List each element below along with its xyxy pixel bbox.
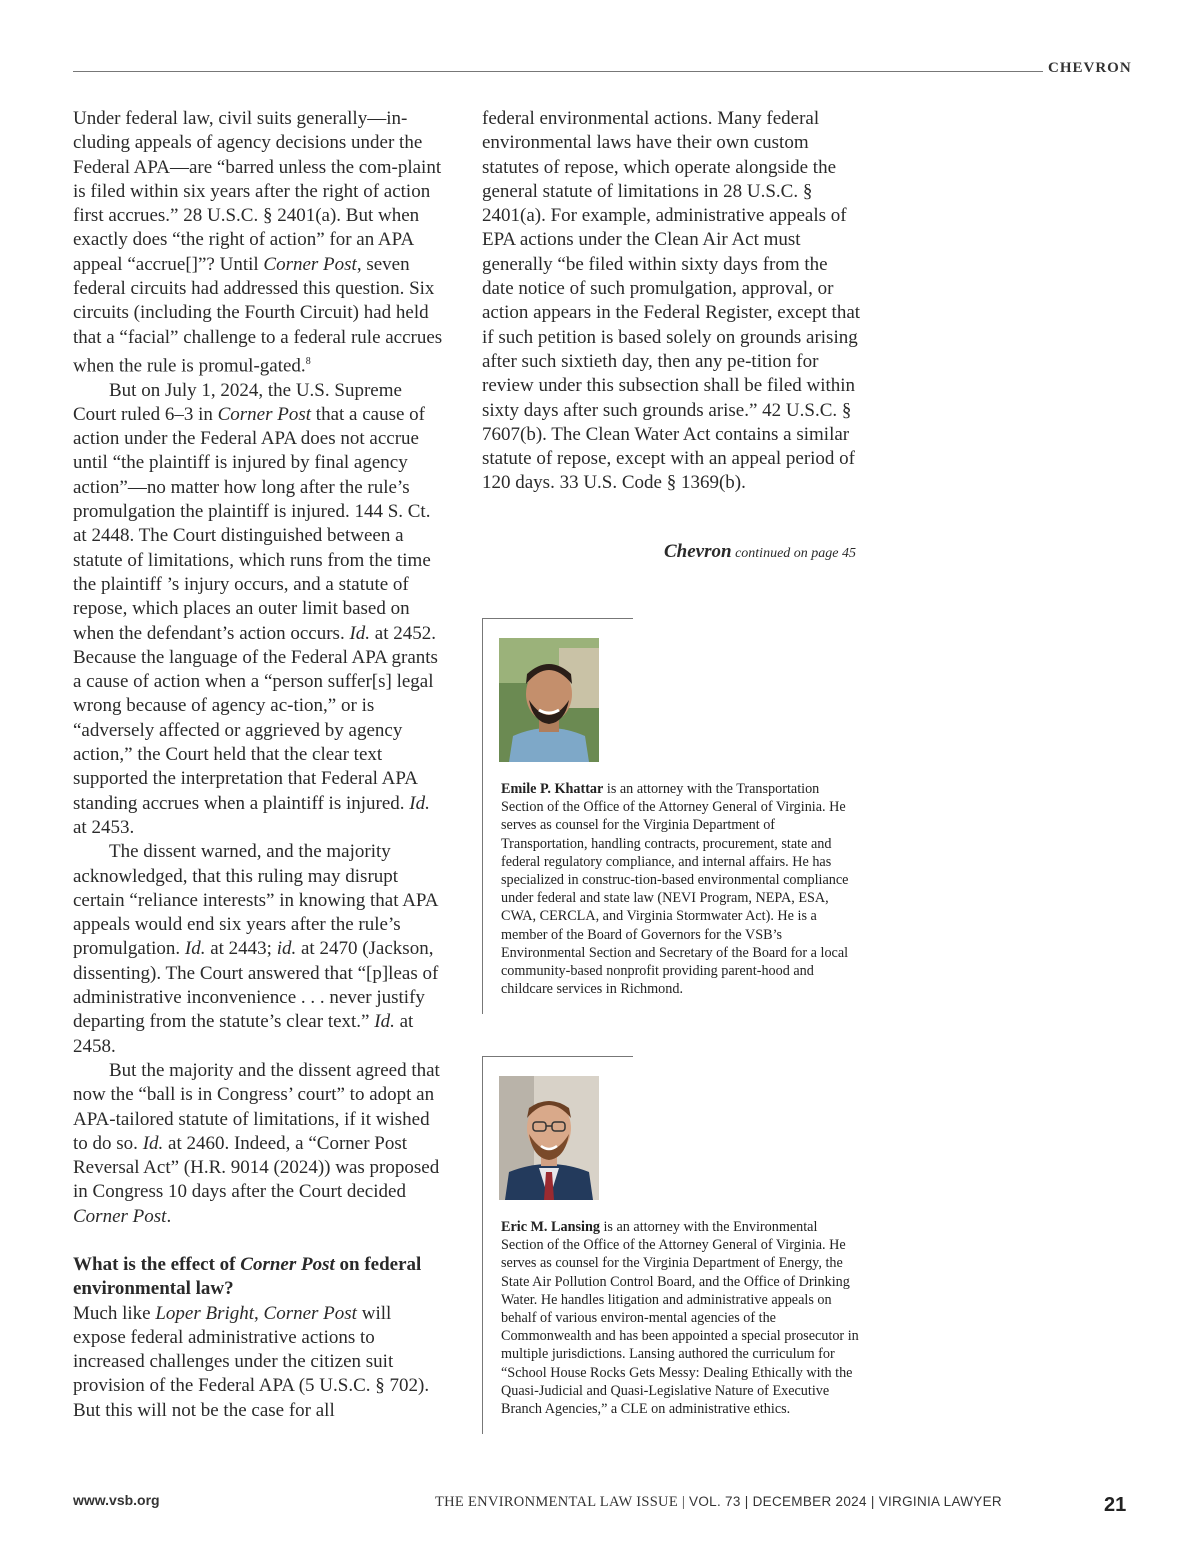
- paragraph: The dissent warned, and the majority acknowledged, that this ruling may disrupt certain “reliance interests” in knowing that APA appeals would end six years after the rule’s promulgation. Id. at 2443; id. at 2470 (Jackson, dissenting). The Court answered that “[p]leas of administrative inconvenience . . . never justify departing from the statute’s clear text.” Id. at 2458.: [73, 841, 439, 1057]
- footer-issue: THE ENVIRONMENTAL LAW ISSUE | VOL. 73 | DECEMBER 2024 | VIRGINIA LAWYER: [435, 1494, 1002, 1510]
- paragraph: But the majority and the dissent agreed that now the “ball is in Congress’ court” to adopt an APA-tailored statute of limitations, if it wished to do so. Id. at 2460. Indeed, a “Corner Post Reversal Act” (H.R. 9014 (2024)) was proposed in Congress 10 days after the Court decided Corner Post.: [73, 1059, 440, 1227]
- author-bio-khattar: [482, 618, 862, 1014]
- paragraph: federal environmental actions. Many federal environmental laws have their own custom statutes of repose, which operate alongside the general statute of limitations in 28 U.S.C. § 2401(a). For example, administrative appeals of EPA actions under the Clean Air Act must generally “be filed within sixty days from the date notice of such promulgation, approval, or action appears in the Federal Register, except that if such petition is based solely on grounds arising after such sixtieth day, then any pe-tition for review under this subsection shall be filed within sixty days after such grounds arise.” 42 U.S.C. § 7607(b). The Clean Water Act contains a similar statute of repose, except with an appeal period of 120 days. 33 U.S. Code § 1369(b).: [482, 108, 861, 494]
- article-column-1: [73, 107, 448, 1423]
- page-number: 21: [1104, 1494, 1127, 1516]
- author-photo: [499, 1076, 599, 1200]
- article-column-2: [482, 107, 862, 496]
- author-photo: [499, 638, 599, 762]
- continued-note: Chevron continued on page 45: [664, 541, 856, 562]
- footnote-ref: 8: [305, 355, 311, 367]
- section-label: CHEVRON: [1048, 60, 1132, 76]
- footer-url[interactable]: www.vsb.org: [73, 1492, 160, 1508]
- paragraph: Under federal law, civil suits generally—in-cluding appeals of agency decisions under the Federal APA—are “barred unless the com-plaint is filed within six years after the right of action first accrues.” 28 U.S.C. § 2401(a). But when exactly does “the right of action” for an APA appeal “accrue[]”? Until Corner Post, seven federal circuits had addressed this question. Six circuits (including the Fourth Circuit) had held that a “facial” challenge to a federal rule accrues when the rule is promul-gated.$^8$: [73, 108, 443, 377]
- subheading: What is the effect of Corner Post on federal environmental law?: [73, 1253, 422, 1300]
- author-bio-lansing: [482, 1056, 862, 1434]
- header-rule: [73, 71, 1043, 72]
- paragraph: But on July 1, 2024, the U.S. Supreme Court ruled 6–3 in Corner Post that a cause of action under the Federal APA does not accrue until “the plaintiff is injured by final agency action”—no matter how long after the rule’s promulgation the plaintiff is injured. 144 S. Ct. at 2448. The Court distinguished between a statute of limitations, which runs from the time the plaintiff ’s injury occurs, and a statute of repose, which places an outer limit based on when the defendant’s action occurs. Id. at 2452. Because the language of the Federal APA grants a cause of action when a “person suffer[s] legal wrong because of agency ac-tion,” or is “adversely affected or aggrieved by agency action,” the Court held that the clear text supported the interpretation that Federal APA standing accrues when a plaintiff is injured. Id. at 2453.: [73, 379, 438, 838]
- bio-text: Eric M. Lansing is an attorney with the Environmental Section of the Office of the Attorney General of Virginia. He serves as counsel for the Virginia Department of Energy, the State Air Pollution Control Board, and the Office of Drinking Water. He handles litigation and administrative appeals on behalf of various environ-mental agencies of the Commonwealth and has been appointed a special prosecutor in multiple jurisdictions. Lansing authored the curriculum for “School House Rocks Gets Messy: Dealing Ethically with the Quasi-Judicial and Quasi-Legislative Nature of Executive Branch Agencies,” a CLE on administrative ethics.: [501, 1219, 859, 1418]
- bio-text: Emile P. Khattar is an attorney with the Transportation Section of the Office of the Attorney General of Virginia. He serves as counsel for the Virginia Department of Transportation, handling contracts, procurement, state and federal regulatory compliance, and internal affairs. He has specialized in construc-tion-based environmental compliance under federal and state law (NEVI Program, NEPA, ESA, CWA, CERCLA, and Virginia Stormwater Act). He is a member of the Board of Governors for the VSB’s Environmental Section and Secretary of the Board for a local community-based nonprofit providing parent-hood and childcare services in Richmond.: [501, 781, 849, 998]
- paragraph: Much like Loper Bright, Corner Post will expose federal administrative actions to increased challenges under the citizen suit provision of the Federal APA (5 U.S.C. § 702). But this will not be the case for all: [73, 1302, 430, 1421]
